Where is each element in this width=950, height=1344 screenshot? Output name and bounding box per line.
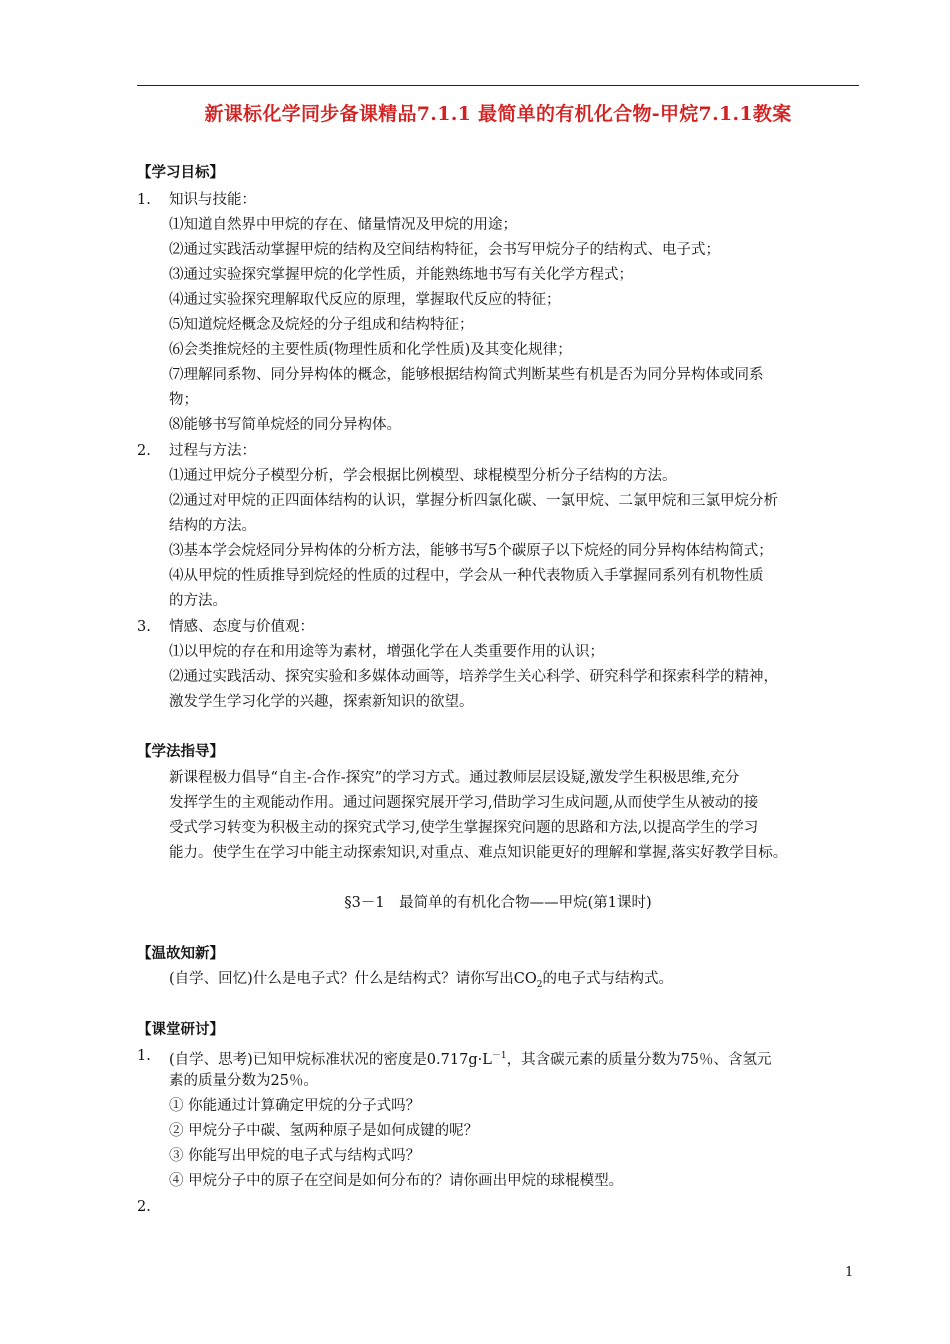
goals-s2-item: 结构的方法。: [169, 518, 256, 534]
goals-heading: 【学习目标】: [137, 164, 224, 181]
goals-s2-item: ⑶基本学会烷烃同分异构体的分析方法，能够书写5个碳原子以下烷烃的同分异构体结构简式；: [169, 543, 773, 559]
method-heading: 【学法指导】: [137, 743, 224, 760]
class-q1-line: [169, 1046, 772, 1070]
goals-s1-item: 物；: [169, 392, 198, 408]
goals-s1-heading: 知识与技能：: [169, 192, 256, 208]
class-q1-line: 素的质量分数为25％。: [169, 1073, 318, 1089]
goals-s3-item: ⑵通过实践活动、探究实验和多媒体动画等，培养学生关心科学、研究科学和探索科学的精神，: [169, 669, 778, 685]
goals-s3-item: ⑴以甲烷的存在和用途等为素材，增强化学在人类重要作用的认识；: [169, 644, 604, 660]
goals-s2-item: ⑷从甲烷的性质推导到烷烃的性质的过程中，学会从一种代表物质入手掌握同系列有机物性质: [169, 568, 764, 584]
goals-s2-item: 的方法。: [169, 593, 227, 609]
goals-s2-item: ⑵通过对甲烷的正四面体结构的认识，掌握分析四氯化碳、一氯甲烷、二氯甲烷和三氯甲烷分析: [169, 493, 778, 509]
goals-s3-item: 激发学生学习化学的兴趣，探索新知识的欲望。: [169, 694, 474, 710]
method-paragraph-line: 发挥学生的主观能动作用。通过问题探究展开学习,借助学习生成问题,从而使学生从被动的接: [169, 795, 759, 811]
class-q1-subquestion: ④ 甲烷分子中的原子在空间是如何分布的？请你画出甲烷的球棍模型。: [169, 1173, 624, 1189]
page-number: 1: [845, 1265, 854, 1280]
class-q1-subquestion: ② 甲烷分子中碳、氢两种原子是如何成键的呢？: [169, 1123, 479, 1139]
review-heading: 【温故知新】: [137, 945, 224, 962]
unit-superscript: －1: [491, 1051, 507, 1061]
review-question-text: (自学、回忆)什么是电子式？什么是结构式？请你写出CO: [169, 971, 537, 987]
review-question-text: 的电子式与结构式。: [542, 971, 674, 987]
review-question: [169, 969, 673, 995]
class-heading: 【课堂研讨】: [137, 1021, 224, 1038]
co2-subscript: 2: [536, 979, 543, 990]
goals-s3-heading: 情感、态度与价值观：: [169, 619, 314, 635]
goals-s1-item: ⑶通过实验探究掌握甲烷的化学性质，并能熟练地书写有关化学方程式；: [169, 267, 633, 283]
class-q1-subquestion: ① 你能通过计算确定甲烷的分子式吗？: [169, 1098, 421, 1114]
class-q1-number: 1.: [137, 1048, 151, 1064]
class-q1-text: ，其含碳元素的质量分数为75％、含氢元: [506, 1051, 772, 1068]
method-paragraph-line: 能力。使学生在学习中能主动探索知识,对重点、难点知识能更好的理解和掌握,落实好教学目标。: [169, 845, 788, 861]
goals-s1-item: ⑷通过实验探究理解取代反应的原理，掌握取代反应的特征；: [169, 292, 561, 308]
method-paragraph-line: 新课程极力倡导“自主-合作-探究”的学习方式。通过教师层层设疑,激发学生积极思维,充分: [169, 770, 740, 786]
goals-s1-number: 1.: [137, 192, 151, 208]
goals-s2-number: 2.: [137, 443, 151, 459]
goals-s1-item: ⑸知道烷烃概念及烷烃的分子组成和结构特征；: [169, 317, 474, 333]
header-rule: [137, 85, 859, 86]
document-title: 新课标化学同步备课精品7.1.1 最简单的有机化合物-甲烷7.1.1教案: [204, 103, 792, 125]
class-q2-number: 2.: [137, 1199, 151, 1215]
goals-s1-item: ⑵通过实践活动掌握甲烷的结构及空间结构特征，会书写甲烷分子的结构式、电子式；: [169, 242, 720, 258]
section-title: §3－1 最简单的有机化合物——甲烷(第1课时): [344, 895, 652, 911]
goals-s1-item: ⑹会类推烷烃的主要性质(物理性质和化学性质)及其变化规律；: [169, 342, 572, 358]
goals-s1-item: ⑴知道自然界中甲烷的存在、储量情况及甲烷的用途；: [169, 217, 517, 233]
class-q1-subquestion: ③ 你能写出甲烷的电子式与结构式吗？: [169, 1148, 421, 1164]
goals-s1-item: ⑺理解同系物、同分异构体的概念，能够根据结构简式判断某些有机是否为同分异构体或同系: [169, 367, 764, 383]
method-paragraph-line: 受式学习转变为积极主动的探究式学习,使学生掌握探究问题的思路和方法,以提高学生的学习: [169, 820, 759, 836]
goals-s1-item: ⑻能够书写简单烷烃的同分异构体。: [169, 417, 401, 433]
goals-s2-heading: 过程与方法：: [169, 443, 256, 459]
goals-s2-item: ⑴通过甲烷分子模型分析，学会根据比例模型、球棍模型分析分子结构的方法。: [169, 468, 677, 484]
class-q1-text: (自学、思考)已知甲烷标准状况的密度是0.717g·L: [169, 1051, 492, 1068]
goals-s3-number: 3.: [137, 619, 151, 635]
